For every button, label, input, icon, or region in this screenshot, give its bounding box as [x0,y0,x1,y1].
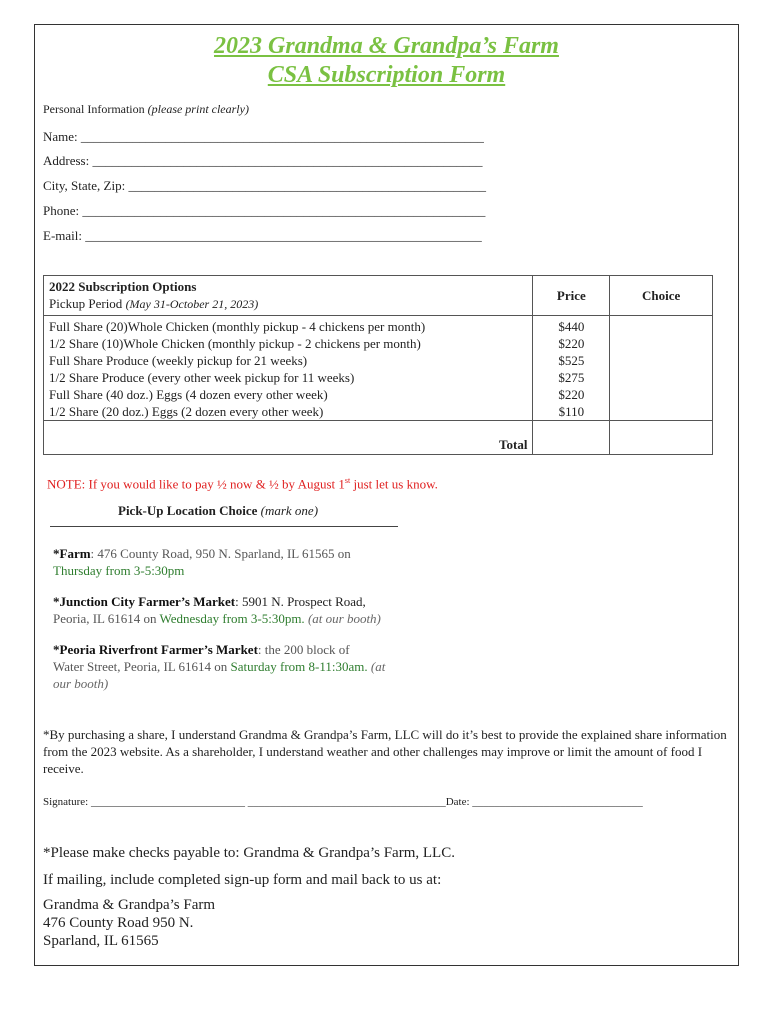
pickup-location-address-2: Water Street, Peoria, IL 61614 on [53,659,231,674]
address-line: Grandma & Grandpa’s Farm [43,897,216,913]
pickup-location-address-2: Peoria, IL 61614 on [53,611,160,626]
pickup-location-note: (at [367,659,386,674]
option-price: $220 [558,387,585,402]
phone-field[interactable]: Phone: ______________________________________________________________ [43,203,486,218]
pickup-location-note-2: our booth) [53,676,109,691]
pickup-heading-note: (mark one) [260,503,319,518]
mailing-instructions: If mailing, include completed sign-up form and mail back to us at: [43,872,442,888]
pickup-marker: * [53,546,60,561]
option-item: Full Share (20)Whole Chicken (monthly pickup - 4 chickens per month) [49,319,426,334]
pickup-location-address: : 476 County Road, 950 N. Sparland, IL 61565 on [90,546,351,561]
pickup-location-name: Junction City Farmer’s Market [59,594,236,609]
pickup-period-dates: (May 31-October 21, 2023) [125,297,259,311]
pickup-location-name: Farm [59,546,91,561]
table-heading: 2022 Subscription Options [49,279,197,294]
table-header-cell [44,276,533,316]
choice-column-header: Choice [610,276,713,316]
pickup-option-peoria-riverfront[interactable] [53,641,385,692]
price-list [533,316,610,421]
checks-payable-note: *Please make checks payable to: Grandma & Grandpa’s Farm, LLC. [43,845,455,861]
pickup-marker: * [53,594,60,609]
pickup-location-time: Thursday from 3-5:30pm [53,563,185,578]
option-price: $220 [558,336,585,351]
pickup-location-note: (at our booth) [304,611,381,626]
pickup-location-time: Wednesday from 3-5:30pm. [159,611,305,626]
form-subtitle: CSA Subscription Form [267,62,506,88]
disclaimer-paragraph: *By purchasing a share, I understand Grandma & Grandpa’s Farm, LLC will do it’s best to provide the explained share information from the 2023 website. As a shareholder, I understand weather and other challenges may improve or limit the amount of food I receive. [43,727,727,776]
email-field[interactable]: E-mail: _____________________________________________________________ [43,228,482,243]
option-price: $110 [558,404,585,419]
pickup-location-name: Peoria Riverfront Farmer’s Market [59,642,258,657]
pickup-location-time: Saturday from 8-11:30am. [230,659,368,674]
city-state-zip-field[interactable]: City, State, Zip: _______________________________________________________ [43,178,486,193]
price-column-header: Price [533,276,610,316]
options-list [44,316,533,421]
name-field[interactable]: Name: ______________________________________________________________ [43,129,484,144]
payment-note-text: NOTE: If you would like to pay ½ now & ½ by August 1 [47,476,345,492]
option-item: 1/2 Share (20 doz.) Eggs (2 dozen every other week) [49,404,324,419]
pickup-heading-label: Pick-Up Location Choice [118,503,258,518]
subscription-options-table [43,275,713,455]
signature-date-line[interactable]: Signature: ____________________________ ____________________________________Date: _______________________________ [43,796,643,808]
total-label: Total [44,421,533,455]
option-price: $275 [558,370,585,385]
pickup-option-farm[interactable] [53,545,351,579]
address-line: Sparland, IL 61565 [43,933,159,949]
option-item: Full Share (40 doz.) Eggs (4 dozen every other week) [49,387,328,402]
pickup-location-address: : the 200 block of [257,642,350,657]
payment-note-text-end: just let us know. [350,476,438,492]
personal-info-label: Personal Information [43,102,145,116]
personal-info-note: (please print clearly) [147,102,249,116]
pickup-location-address: : 5901 N. Prospect Road, [235,594,366,609]
pickup-marker: * [53,642,60,657]
payment-note-superscript: st [344,476,351,485]
mailing-address [43,896,215,950]
personal-info-heading [43,101,249,117]
payment-note [47,476,438,492]
choice-input-cell[interactable] [610,316,713,421]
option-item: 1/2 Share Produce (every other week pickup for 11 weeks) [49,370,355,385]
pickup-heading [118,503,318,519]
option-price: $440 [558,319,585,334]
pickup-period-label: Pickup Period [49,296,123,311]
pickup-period [49,295,527,313]
address-field[interactable]: Address: ____________________________________________________________ [43,153,483,168]
form-title: 2023 Grandma & Grandpa’s Farm [214,33,559,59]
total-amount-cell[interactable] [533,421,610,455]
option-price: $525 [558,353,585,368]
address-line: 476 County Road 950 N. [43,915,194,931]
pickup-option-junction-city[interactable] [53,593,381,627]
option-item: Full Share Produce (weekly pickup for 21 weeks) [49,353,308,368]
total-choice-cell[interactable] [610,421,713,455]
option-item: 1/2 Share (10)Whole Chicken (monthly pickup - 2 chickens per month) [49,336,421,351]
pickup-divider [50,526,398,527]
